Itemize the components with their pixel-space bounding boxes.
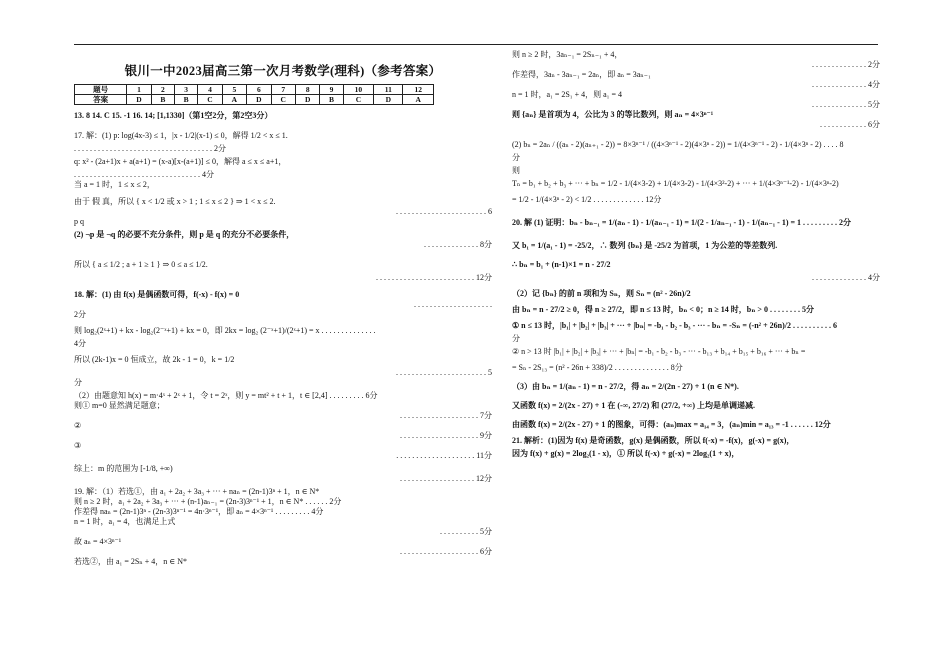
score-line: . . . . . . . . . . . . . . 4分 [812, 273, 880, 282]
solution-line: Tₙ = b₁ + b₂ + b₃ + ··· + bₙ = 1/2 - 1/(4×3-2) + 1/(4×3-2) - 1/(4×3²-2) + ··· + 1/(4×3ⁿ⁻¹-2) - 1/(4×3ⁿ-2) [512, 179, 839, 188]
score-line: . . . . . . . . . . . . . . . . . . . . 6分 [400, 547, 492, 557]
score-line: . . . . . . . . . . . . 6分 [820, 120, 880, 129]
table-cell: D [247, 95, 271, 105]
table-cell: D [374, 95, 403, 105]
solution-line: （3）由 bₙ = 1/(aₙ - 1) = n - 27/2，得 aₙ = 2/(2n - 27) + 1 (n ∈ N*). [512, 382, 739, 391]
score-line: . . . . . . . . . . . . . . 5分 [812, 100, 880, 109]
solution-line: n = 1 时，a₁ = 2S₁ + 4，则 a₁ = 4 [512, 90, 622, 99]
solution-line: 又 b₁ = 1/(a₁ - 1) = -25/2，∴ 数列 {bₙ} 是 -25/2 为首项，1 为公差的等差数列. [512, 241, 778, 250]
solution-line: 20. 解 (1) 证明：bₙ - bₙ₋₁ = 1/(aₙ - 1) - 1/(aₙ₋₁ - 1) = 1/(2 - 1/aₙ₋₁ - 1) - 1/(aₙ₋₁ - 1) = 1 . . . . . . . . . 2分 [512, 218, 852, 227]
table-cell: A [403, 95, 434, 105]
score-line: . . . . . . . . . . . . . . 8分 [424, 240, 492, 250]
score-line: . . . . . . . . . . . . . . . . . . . 12分 [400, 474, 492, 484]
solution-line: （2）记 {bₙ} 的前 n 项和为 Sₙ，则 Sₙ = (n² - 26n)/2 [512, 289, 691, 298]
solution-line: 则 log₂(2ˣ+1) + kx - log₂(2⁻ˣ+1) + kx = 0，即 2kx = log₂ (2⁻ˣ+1)/(2ˣ+1) = x . . . . . . . . . . . . . . [74, 326, 376, 336]
solution-line: = 1/2 - 1/(4×3ⁿ - 2) < 1/2 . . . . . . . . . . . . . 12分 [512, 195, 662, 204]
table-cell: 7 [271, 84, 295, 94]
score-line: 分 [512, 334, 520, 343]
table-cell: 1 [127, 84, 151, 94]
score-line: 分 [512, 153, 520, 162]
solution-line: 所以 (2k-1)x = 0 恒成立，故 2k - 1 = 0，k = 1/2 [74, 355, 235, 365]
score-line: . . . . . . . . . . . . . . . . . . . . . . . 5 [396, 368, 492, 378]
table-cell: C [198, 95, 222, 105]
solution-line: 由函数 f(x) = 2/(2x - 27) + 1 的图象，可得：(aₙ)max = a₁₄ = 3，(aₙ)min = a₁₃ = -1 . . . . . . 12分 [512, 420, 831, 429]
solution-line: 则 n ≥ 2 时，3aₙ₋₁ = 2Sₙ₋₁ + 4， [512, 50, 623, 59]
solution-line: 则 {aₙ} 是首项为 4，公比为 3 的等比数列，则 aₙ = 4×3ⁿ⁻¹ [512, 110, 714, 119]
solution-line: 则 n ≥ 2 时，a₁ + 2a₂ + 3a₃ + ··· + (n-1)aₙ₋₁ = (2n-3)3ⁿ⁻¹ + 1，n ∈ N* . . . . . . 2分 [74, 497, 342, 507]
table-cell: C [271, 95, 295, 105]
solution-line: （2）由题意知 h(x) = m·4ˣ + 2ˣ + 1，令 t = 2ˣ，则 y = mt² + t + 1，t ∈ [2,4] . . . . . . . . . 6分 [74, 391, 378, 401]
answer-table [74, 84, 434, 106]
solution-line: 因为 f(x) + g(x) = 2log₂(1 - x)，① 所以 f(-x) + g(-x) = 2log₂(1 + x)， [512, 449, 740, 458]
table-cell: 题号 [75, 84, 127, 94]
score-line: . . . . . . . . . . . . . . 2分 [812, 60, 880, 69]
solution-line: = Sₙ - 2S₁₃ = (n² - 26n + 338)/2 . . . . . . . . . . . . . . 8分 [512, 363, 683, 372]
score-line: . . . . . . . . . . . . . . . . . . . . 11分 [396, 451, 492, 461]
solution-line: 作差得，3aₙ - 3aₙ₋₁ = 2aₙ，即 aₙ = 3aₙ₋₁ [512, 70, 651, 79]
solution-line: 21. 解析：(1)因为 f(x) 是奇函数，g(x) 是偶函数，所以 f(-x) = -f(x)，g(-x) = g(x)， [512, 436, 795, 445]
page-title: 银川一中2023届高三第一次月考数学(理科)（参考答案） [124, 64, 442, 78]
score-line: . . . . . . . . . . . . . . . . . . . . 7分 [400, 411, 492, 421]
solution-line: 则① m=0 显然满足题意； [74, 401, 165, 411]
solution-line: 17. 解：(1) p: log(4x-3) ≤ 1，|x - 1/2|(x-1) ≤ 0，解得 1/2 < x ≤ 1. [74, 131, 288, 141]
answer-table-header-row [75, 84, 434, 94]
table-cell: 5 [222, 84, 246, 94]
solution-line: ② n > 13 时 |b₁| + |b₂| + |b₃| + ··· + |bₙ| = -b₁ - b₂ - b₃ - ··· - b₁₃ + b₁₄ + b₁₅ + b₁₆ + ··· + bₙ = [512, 347, 806, 356]
table-cell: D [127, 95, 151, 105]
left-column [74, 50, 492, 567]
table-cell: A [222, 95, 246, 105]
table-cell: 9 [320, 84, 343, 94]
score-line: . . . . . . . . . . . . . . . . . . . . . . . 6 [396, 207, 492, 217]
score-line: . . . . . . . . . . . . . . . . . . . . 9分 [400, 431, 492, 441]
score-line: . . . . . . . . . . 5分 [440, 527, 492, 537]
solution-line: (2) bₙ = 2aₙ / ((aₙ - 2)(aₙ₊₁ - 2)) = 8×3ⁿ⁻¹ / ((4×3ⁿ⁻¹ - 2)(4×3ⁿ - 2)) = 1/(4×3ⁿ⁻¹ - 2) - 1/(4×3ⁿ - 2) . . . . 8 [512, 140, 844, 149]
solution-line: 19. 解：（1）若选①，由 a₁ + 2a₂ + 3a₃ + ··· + naₙ = (2n-1)3ⁿ + 1，n ∈ N* [74, 487, 320, 497]
table-cell: 6 [247, 84, 271, 94]
solution-line: ② [74, 421, 82, 431]
score-line: . . . . . . . . . . . . . . 4分 [812, 80, 880, 89]
solution-line: 作差得 naₙ = (2n-1)3ⁿ - (2n-3)3ⁿ⁻¹ = 4n·3ⁿ⁻¹，即 aₙ = 4×3ⁿ⁻¹ . . . . . . . . . 4分 [74, 507, 324, 517]
solution-line: n = 1 时，a₁ = 4，也满足上式 [74, 517, 176, 527]
table-cell: 4 [198, 84, 222, 94]
table-cell: 12 [403, 84, 434, 94]
solution-line: 则 [512, 166, 520, 175]
solution-line: 故 aₙ = 4×3ⁿ⁻¹ [74, 537, 122, 547]
score-line: 4分 [74, 339, 86, 349]
table-cell: B [174, 95, 197, 105]
solution-line: ① n ≤ 13 时，|b₁| + |b₂| + |b₃| + ··· + |bₙ| = -b₁ - b₂ - b₃ - ··· - bₙ = -Sₙ = (-n² + 26n)/2 . . . . . . . . . . 6 [512, 321, 837, 330]
solution-line: 又函数 f(x) = 2/(2x - 27) + 1 在 (-∞, 27/2) 和 (27/2, +∞) 上均是单调递减. [512, 401, 756, 410]
solution-line: 由 bₙ = n - 27/2 ≥ 0，得 n ≥ 27/2，即 n ≤ 13 时，bₙ < 0；n ≥ 14 时，bₙ > 0 . . . . . . . . 5分 [512, 305, 814, 314]
table-cell: 8 [295, 84, 319, 94]
table-cell: 2 [151, 84, 174, 94]
table-cell: 3 [174, 84, 197, 94]
answer-table-answer-row [75, 95, 434, 105]
solution-line: 18. 解：(1) 由 f(x) 是偶函数可得，f(-x) - f(x) = 0 [74, 290, 240, 300]
solution-line: 若选②，由 a₁ = 2Sₙ + 4，n ∈ N* [74, 557, 187, 567]
table-cell: 10 [343, 84, 373, 94]
table-cell: 11 [374, 84, 403, 94]
solution-line: q: x² - (2a+1)x + a(a+1) = (x-a)[x-(a+1)] ≤ 0，解得 a ≤ x ≤ a+1， [74, 157, 287, 167]
table-cell: D [295, 95, 319, 105]
score-line: . . . . . . . . . . . . . . . . . . . . . . . . . . . . . . . . 4分 [74, 170, 214, 180]
score-line: . . . . . . . . . . . . . . . . . . . . . . . . . . . . . . . . . . . 2分 [74, 144, 226, 154]
solution-line: 所以 { a ≤ 1/2 ; a + 1 ≥ 1 } ⇒ 0 ≤ a ≤ 1/2. [74, 260, 208, 270]
table-cell: 答案 [75, 95, 127, 105]
solution-line: (2) ¬p 是 ¬q 的必要不充分条件，则 p 是 q 的充分不必要条件， [74, 230, 295, 240]
solution-line: 综上：m 的范围为 [-1/8, +∞) [74, 464, 173, 474]
score-line: 2分 [74, 310, 86, 320]
right-column [512, 50, 880, 459]
answer-line: 13. 8 14. C 15. -1 16. 14; [1,1330]（第1空2分，第2空3分） [74, 111, 273, 121]
header-rule [74, 44, 878, 45]
solution-line: ∴ bₙ = b₁ + (n-1)×1 = n - 27/2 [512, 260, 611, 269]
solution-line: ③ [74, 441, 82, 451]
solution-line: p q [74, 217, 84, 227]
table-cell: B [320, 95, 343, 105]
score-line: . . . . . . . . . . . . . . . . . . . . [414, 300, 492, 310]
solution-line: 由于 假 真，所以 { x < 1/2 或 x > 1 ; 1 ≤ x ≤ 2 } ⇒ 1 < x ≤ 2. [74, 197, 276, 207]
table-cell: B [151, 95, 174, 105]
score-line: 分 [74, 378, 82, 388]
solution-line: 当 a = 1 时，1 ≤ x ≤ 2， [74, 180, 155, 190]
table-cell: C [343, 95, 373, 105]
score-line: . . . . . . . . . . . . . . . . . . . . . . . . . 12分 [376, 273, 492, 283]
